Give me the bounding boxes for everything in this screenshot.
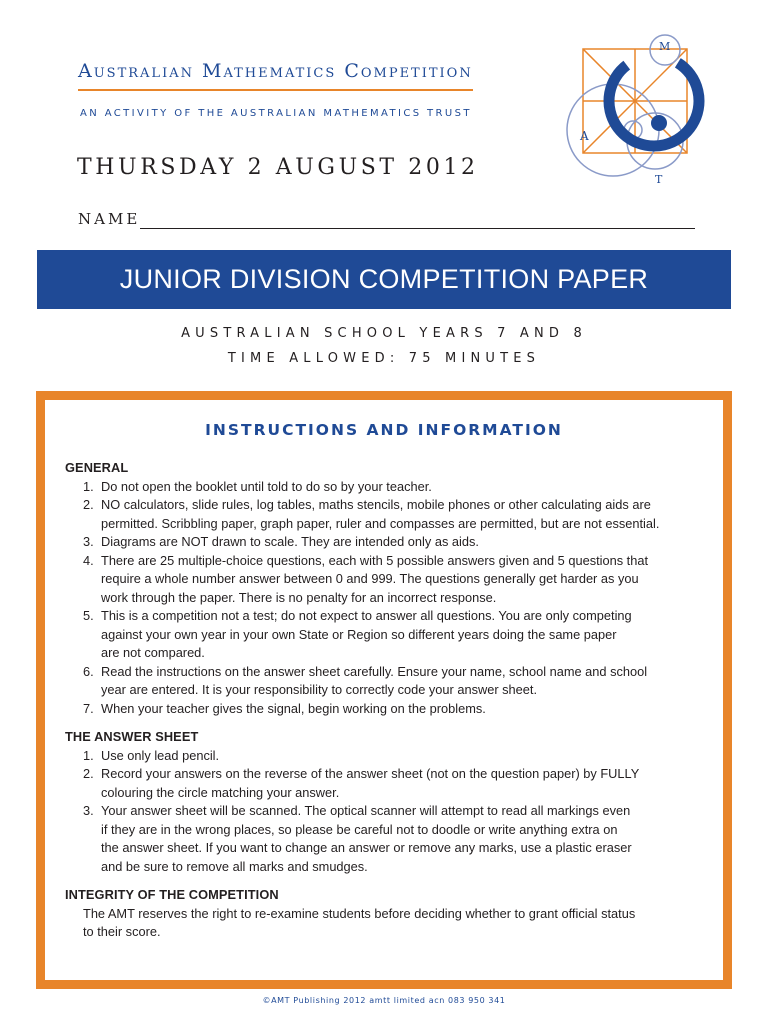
item-text: Diagrams are NOT drawn to scale. They are intended only as aids.: [101, 534, 479, 549]
item-number: 2.: [83, 497, 94, 512]
item-number: 4.: [83, 552, 94, 568]
item-line: require a whole number answer between 0 and 999. The questions generally get harder as you: [101, 571, 639, 586]
paragraph-line: to their score.: [83, 924, 161, 939]
item-line: work through the paper. There is no penalty for an incorrect response.: [101, 589, 497, 605]
item-line: are not compared.: [101, 645, 205, 660]
list-item: [65, 765, 715, 802]
item-number: 1.: [83, 747, 94, 763]
title-banner: [37, 250, 731, 309]
item-number: 6.: [83, 663, 94, 679]
item-line: There are 25 multiple-choice questions, each with 5 possible answers given and 5 questions that: [101, 552, 649, 568]
item-number: 7.: [83, 700, 94, 716]
item-line: Read the instructions on the answer sheet carefully. Ensure your name, school name and school: [101, 663, 648, 679]
list-item: [65, 663, 715, 700]
item-line: NO calculators, slide rules, log tables, maths stencils, mobile phones or other calculating aids are: [101, 497, 651, 512]
item-line: colouring the circle matching your answer.: [101, 784, 340, 800]
item-text: Do not open the booklet until told to do so by your teacher.: [101, 478, 432, 494]
item-number: 3.: [83, 534, 94, 549]
section-integrity-title: INTEGRITY OF THE COMPETITION: [65, 887, 279, 902]
item-line: the answer sheet. If you want to change an answer or remove any marks, use a plastic eraser: [101, 840, 632, 855]
item-text: Use only lead pencil.: [101, 747, 220, 763]
answer-sheet-list: [65, 747, 715, 877]
logo-letter-m: M: [659, 40, 671, 53]
item-line: if they are in the wrong places, so please be careful not to doodle or write anything extra on: [101, 821, 618, 837]
amt-logo: [535, 28, 710, 193]
instructions-box: [36, 391, 732, 989]
logo-letter-t: T: [655, 173, 663, 186]
item-line: This is a competition not a test; do not expect to answer all questions. You are only competing: [101, 608, 632, 623]
instructions-content: [65, 459, 715, 942]
item-number: 2.: [83, 766, 94, 781]
instructions-heading: INSTRUCTIONS AND INFORMATION: [205, 421, 563, 439]
school-years: AUSTRALIAN SCHOOL YEARS 7 AND 8: [181, 326, 587, 341]
section-answer-sheet-title: THE ANSWER SHEET: [65, 729, 199, 744]
item-line: Your answer sheet will be scanned. The optical scanner will attempt to read all markings even: [101, 803, 631, 818]
item-line: against your own year in your own State or Region so different years doing the same paper: [101, 626, 617, 642]
list-item: [65, 802, 715, 876]
list-item: [65, 533, 715, 552]
item-line: Record your answers on the reverse of the answer sheet (not on the question paper) by FULLY: [101, 766, 640, 781]
general-list: [65, 478, 715, 719]
item-number: 1.: [83, 478, 94, 494]
org-title-rule: [78, 89, 473, 91]
integrity-paragraph: [65, 905, 715, 942]
item-number: 3.: [83, 803, 94, 818]
org-title: Australian Mathematics Competition: [78, 60, 473, 82]
section-general-title: GENERAL: [65, 460, 129, 475]
name-label: NAME: [78, 210, 141, 228]
list-item: [65, 700, 715, 719]
logo-letter-a: A: [580, 129, 589, 143]
list-item: [65, 496, 715, 533]
list-item: [65, 747, 715, 766]
item-line: and be sure to remove all marks and smudges.: [101, 858, 368, 874]
item-line: year are entered. It is your responsibility to correctly code your answer sheet.: [101, 682, 538, 697]
competition-date: THURSDAY 2 AUGUST 2012: [77, 155, 479, 180]
list-item: [65, 478, 715, 497]
item-number: 5.: [83, 608, 94, 623]
footer-copyright: ©AMT Publishing 2012 amtt limited acn 083 950 341: [262, 996, 506, 1005]
item-text: When your teacher gives the signal, begin working on the problems.: [101, 700, 486, 716]
name-line: [140, 228, 695, 229]
paragraph-line: The AMT reserves the right to re-examine students before deciding whether to grant official status: [83, 905, 636, 921]
paper-title: JUNIOR DIVISION COMPETITION PAPER: [119, 264, 649, 294]
org-subtitle: AN ACTIVITY OF THE AUSTRALIAN MATHEMATICS TRUST: [80, 108, 472, 119]
list-item: [65, 607, 715, 663]
list-item: [65, 552, 715, 608]
time-allowed: TIME ALLOWED: 75 MINUTES: [227, 351, 541, 366]
item-line: permitted. Scribbling paper, graph paper, ruler and compasses are permitted, but are not essential.: [101, 515, 660, 531]
